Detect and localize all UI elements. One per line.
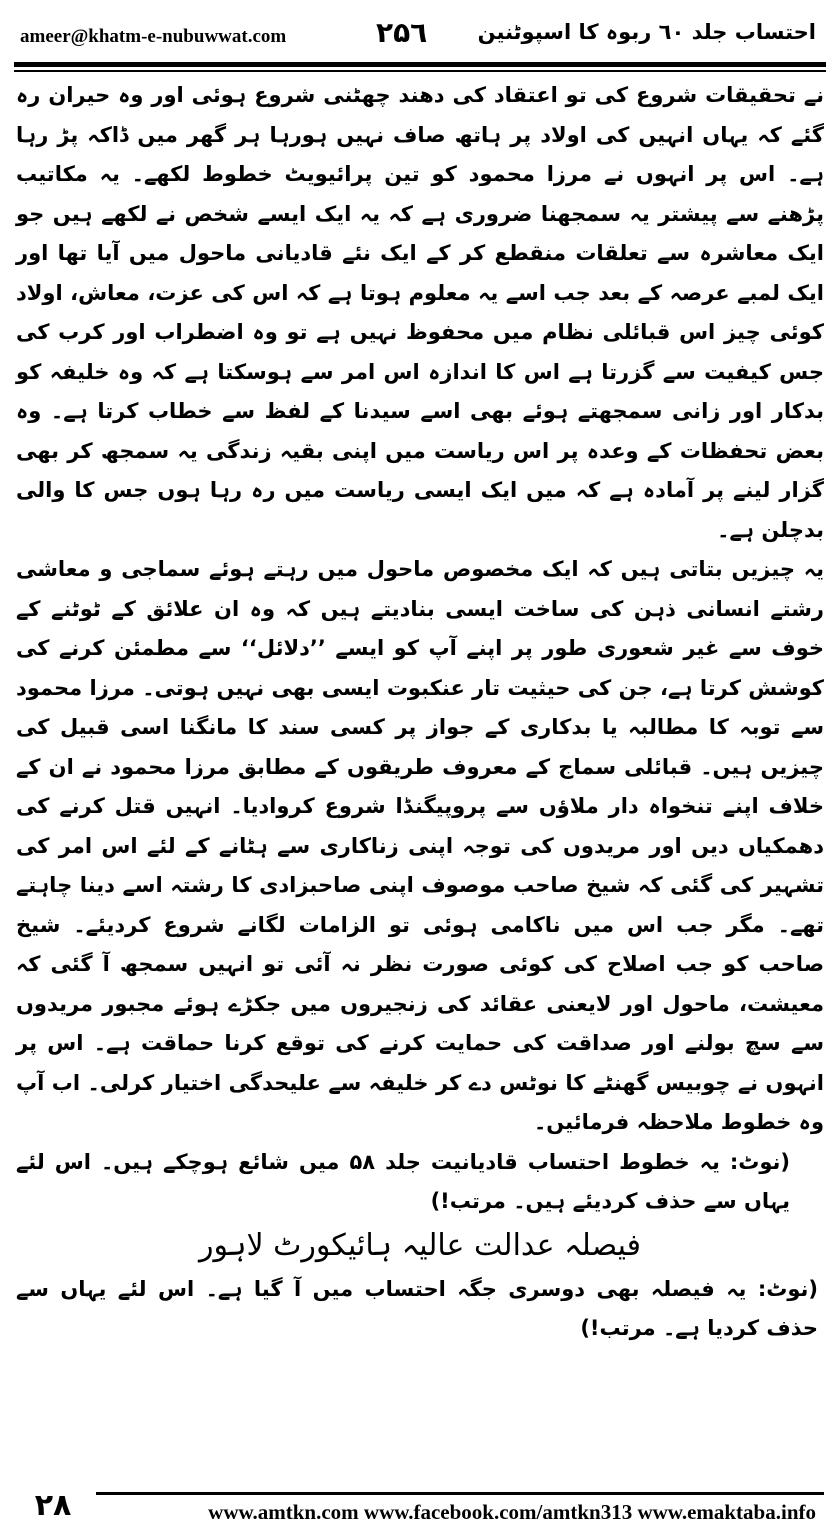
section-heading: فیصلہ عدالت عالیہ ہائیکورٹ لاہور [198,1227,642,1263]
page-footer [10,1486,830,1534]
body-paragraph-2: یہ چیزیں بتاتی ہیں کہ ایک مخصوص ماحول میں رہتے ہوئے سماجی و معاشی رشتے انسانی ذہن کی ساخت ایسی بنادیتے ہیں کہ وہ ان علائق کے ٹوٹنے کے خوف سے غیر شعوری طور پر اپنے آپ کو ایسے ’’دلائل‘‘ سے مطمئن کرنے کی کوشش کرتا ہے، جن کی حیثیت تار عنکبوت ایسی بھی نہیں ہوتی۔ مرزا محمود سے توبہ کا مطالبہ یا بدکاری کے جواز پر کسی سند کا مانگنا اسی قبیل کی چیزیں ہیں۔ قبائلی سماج کے معروف طریقوں کے مطابق مرزا محمود نے ان کے خلاف اپنے تنخواہ دار ملاؤں سے پروپیگنڈا شروع کروادیا۔ انہیں قتل کرنے کی دھمکیاں دیں اور مریدوں کی توجہ اپنی زناکاری سے ہٹانے کے لئے اس امر کی تشہیر کی گئی کہ شیخ صاحب موصوف اپنی صاحبزادی کا رشتہ اسے دینا چاہتے تھے۔ مگر جب اس میں ناکامی ہوئی تو الزامات لگانے شروع کردیئے۔ شیخ صاحب کو جب اصلاح کی کوئی صورت نظر نہ آئی تو انہیں سمجھ آ گئی کہ معیشت، ماحول اور لایعنی عقائد کی زنجیروں میں جکڑے ہوئے مجبور مریدوں سے سچ بولنے اور صداقت کی حمایت کرنے کی توقع کرنا حماقت ہے۔ اس پر انہوں نے چوبیس گھنٹے کا نوٹس دے کر خلیفہ سے علیحدگی اختیار کرلی۔ اب آپ وہ خطوط ملاحظہ فرمائیں۔ [16,557,824,1134]
page-body [16,76,824,1349]
header-running-title: احتساب جلد ٦٠ ربوہ کا اسپوٹنین [477,20,816,44]
footer-page-number: ۲۸ [34,1488,72,1523]
header-rule-thick [14,62,826,67]
header-page-number: ۲۵٦ [376,16,428,49]
header-email[interactable]: ameer@khatm-e-nubuwwat.com [20,26,287,47]
header-rule-thin [14,70,826,72]
footer-rule [96,1492,824,1495]
page-header [10,14,830,54]
editor-note-2: (نوٹ: یہ فیصلہ بھی دوسری جگہ احتساب میں آ گیا ہے۔ اس لئے یہاں سے حذف کردیا ہے۔ مرتب!) [16,1276,818,1340]
footer-urls[interactable]: www.amtkn.com www.facebook.com/amtkn313 www.emaktaba.info [208,1500,816,1524]
editor-note-1: (نوٹ: یہ خطوط احتساب قادیانیت جلد ۵۸ میں شائع ہوچکے ہیں۔ اس لئے یہاں سے حذف کردیئے ہیں۔ مرتب!) [16,1149,791,1213]
body-paragraph-1: نے تحقیقات شروع کی تو اعتقاد کی دھند چھٹنی شروع ہوئی اور وہ حیران رہ گئے کہ یہاں انہیں کی اولاد پر ہاتھ صاف نہیں ہورہا ہر گھر میں ڈاکہ پڑ رہا ہے۔ اس پر انہوں نے مرزا محمود کو تین پرائیویٹ خطوط لکھے۔ یہ مکاتیب پڑھنے سے پیشتر یہ سمجھنا ضروری ہے کہ یہ ایک ایسے شخص نے لکھے ہیں جو ایک معاشرہ سے تعلقات منقطع کر کے ایک نئے قادیانی ماحول میں آیا تھا اور ایک لمبے عرصہ کے بعد جب اسے یہ معلوم ہوتا ہے کہ اس کی عزت، معاش، اولاد کوئی چیز اس قبائلی نظام میں محفوظ نہیں ہے تو وہ اضطراب اور کرب کی جس کیفیت سے گزرتا ہے اس کا اندازہ اس امر سے ہوسکتا ہے کہ وہ خلیفہ کو بدکار اور زانی سمجھتے ہوئے بھی اسے سیدنا کے لفظ سے خطاب کرتا ہے۔ وہ بعض تحفظات کے وعدہ پر اس ریاست میں اپنی بقیہ زندگی یہ سمجھ کر بھی گزار لینے پر آمادہ ہے کہ میں ایک ایسی ریاست میں رہ رہا ہوں جس کا والی بدچلن ہے۔ [16,83,824,542]
